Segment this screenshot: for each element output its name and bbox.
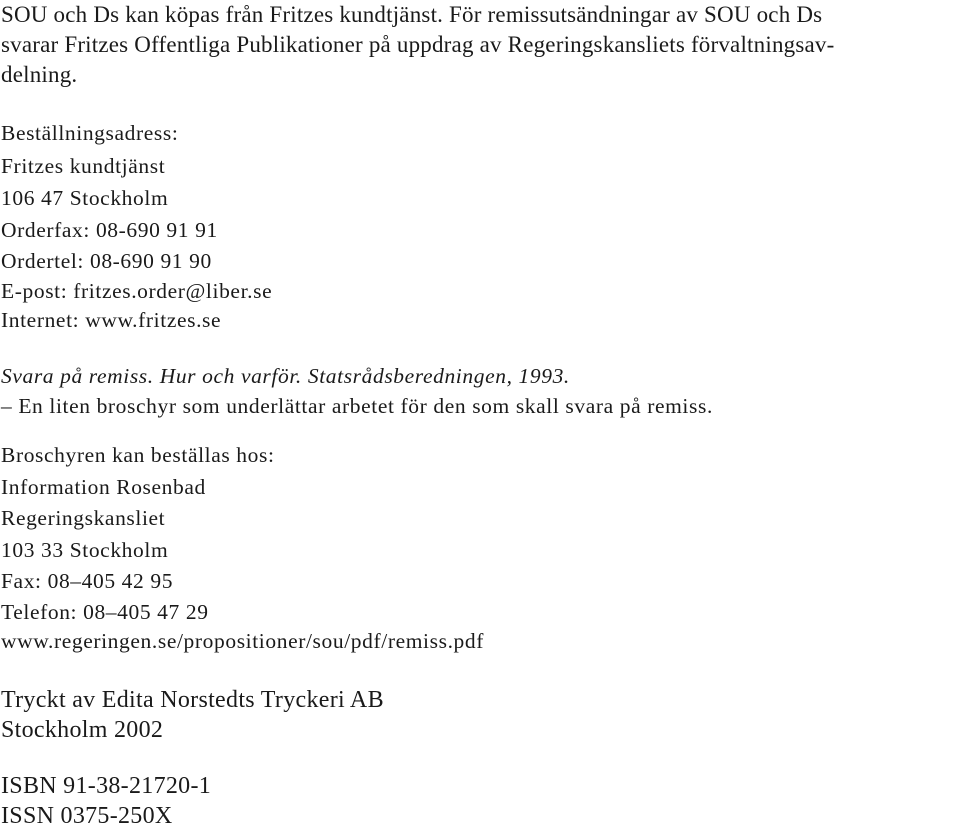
brochure-subtitle: – En liten broschyr som underlättar arbetet för den som skall svara på remiss. xyxy=(1,394,713,418)
intro-line-1: SOU och Ds kan köpas från Fritzes kundtjänst. För remissutsändningar av SOU och Ds xyxy=(1,2,823,27)
brochure-order-fax: Fax: 08–405 42 95 xyxy=(1,569,174,593)
brochure-order-org: Information Rosenbad xyxy=(1,475,206,499)
printer-line-1: Tryckt av Edita Norstedts Tryckeri AB xyxy=(1,687,384,713)
intro-line-2: svarar Fritzes Offentliga Publikationer på uppdrag av Regeringskansliets förvaltningsav- xyxy=(1,32,835,57)
isbn: ISBN 91-38-21720-1 xyxy=(1,773,212,799)
brochure-order-tel: Telefon: 08–405 47 29 xyxy=(1,600,209,624)
intro-line-3: delning. xyxy=(1,62,78,87)
issn: ISSN 0375-250X xyxy=(1,803,173,829)
order-address-heading: Beställningsadress: xyxy=(1,121,179,145)
order-address-internet: Internet: www.fritzes.se xyxy=(1,308,222,332)
brochure-title: Svara på remiss. Hur och varför. Statsrådsberedningen, 1993. xyxy=(1,364,570,388)
order-address-tel: Ordertel: 08-690 91 90 xyxy=(1,249,212,273)
order-address-postal: 106 47 Stockholm xyxy=(1,186,169,210)
brochure-order-heading: Broschyren kan beställas hos: xyxy=(1,443,275,467)
brochure-order-postal: 103 33 Stockholm xyxy=(1,538,169,562)
order-address-name: Fritzes kundtjänst xyxy=(1,154,166,178)
order-address-fax: Orderfax: 08-690 91 91 xyxy=(1,218,218,242)
brochure-order-dept: Regeringskansliet xyxy=(1,506,166,530)
order-address-email: E-post: fritzes.order@liber.se xyxy=(1,279,273,303)
brochure-order-url: www.regeringen.se/propositioner/sou/pdf/remiss.pdf xyxy=(1,629,485,653)
printer-line-2: Stockholm 2002 xyxy=(1,717,164,743)
